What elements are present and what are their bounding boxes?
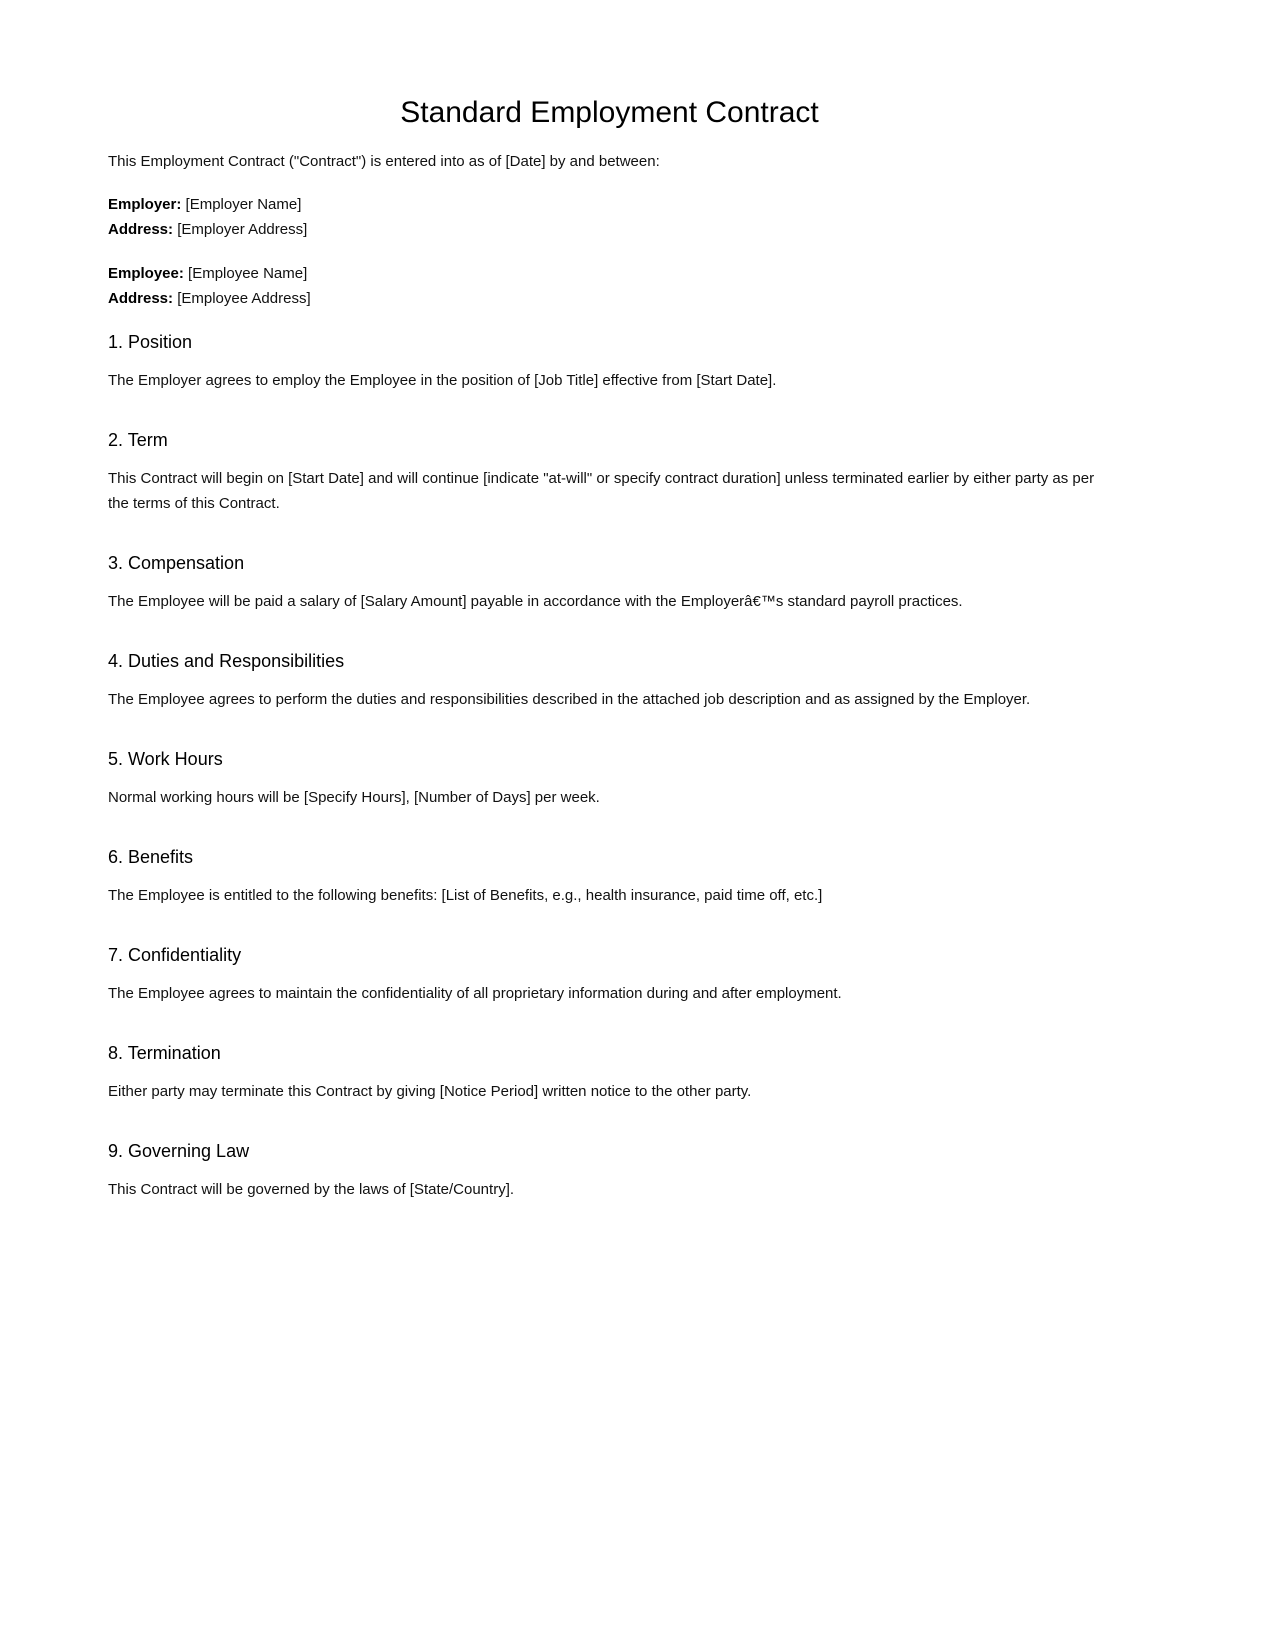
employee-line [108, 261, 1111, 286]
employer-address-line [108, 217, 1111, 242]
section-position [108, 330, 1111, 393]
section-body: This Contract will begin on [Start Date] and will continue [indicate "at-will" or specify contract duration] unless terminated earlier by either party as per the terms of this Contract. [108, 469, 1095, 512]
employee-address-line [108, 286, 1111, 311]
section-body: Normal working hours will be [Specify Hours], [Number of Days] per week. [108, 788, 600, 806]
section-body: This Contract will be governed by the laws of [State/Country]. [108, 1180, 515, 1198]
section-heading: 3. Compensation [108, 553, 245, 573]
employer-name: [Employer Name] [185, 196, 302, 213]
section-heading: 7. Confidentiality [108, 945, 242, 965]
section-body: The Employee will be paid a salary of [Salary Amount] payable in accordance with the Employerâ€™s standard payroll practices. [108, 592, 963, 610]
employer-address-label: Address: [108, 221, 174, 238]
employee-address-label: Address: [108, 290, 174, 307]
section-compensation [108, 551, 1111, 614]
employer-block [108, 192, 1111, 242]
section-body: The Employee is entitled to the following benefits: [List of Benefits, e.g., health insurance, paid time off, etc.] [108, 886, 823, 904]
section-body: Either party may terminate this Contract by giving [Notice Period] written notice to the other party. [108, 1082, 752, 1100]
section-termination [108, 1041, 1111, 1104]
section-heading: 8. Termination [108, 1043, 221, 1063]
section-heading: 2. Term [108, 430, 168, 450]
section-body: The Employee agrees to maintain the confidentiality of all proprietary information during and after employment. [108, 984, 842, 1002]
section-confidentiality [108, 943, 1111, 1006]
section-term [108, 428, 1111, 516]
section-body: The Employee agrees to perform the duties and responsibilities described in the attached job description and as assigned by the Employer. [108, 690, 1031, 708]
employer-line [108, 192, 1111, 217]
employee-address: [Employee Address] [177, 290, 311, 307]
section-body: The Employer agrees to employ the Employee in the position of [Job Title] effective from [Start Date]. [108, 371, 777, 389]
section-heading: 5. Work Hours [108, 749, 223, 769]
employee-name: [Employee Name] [188, 265, 308, 282]
section-work-hours [108, 747, 1111, 810]
section-duties [108, 649, 1111, 712]
section-benefits [108, 845, 1111, 908]
contract-document [108, 95, 1111, 1202]
section-heading: 6. Benefits [108, 847, 194, 867]
employee-block [108, 261, 1111, 311]
employee-label: Employee: [108, 265, 184, 282]
employer-address: [Employer Address] [177, 221, 308, 238]
employer-label: Employer: [108, 196, 182, 213]
intro-paragraph: This Employment Contract ("Contract") is entered into as of [Date] by and between: [108, 153, 660, 170]
document-title: Standard Employment Contract [400, 96, 819, 129]
section-heading: 9. Governing Law [108, 1141, 250, 1161]
section-heading: 1. Position [108, 332, 193, 352]
section-governing-law [108, 1139, 1111, 1202]
section-heading: 4. Duties and Responsibilities [108, 651, 345, 671]
